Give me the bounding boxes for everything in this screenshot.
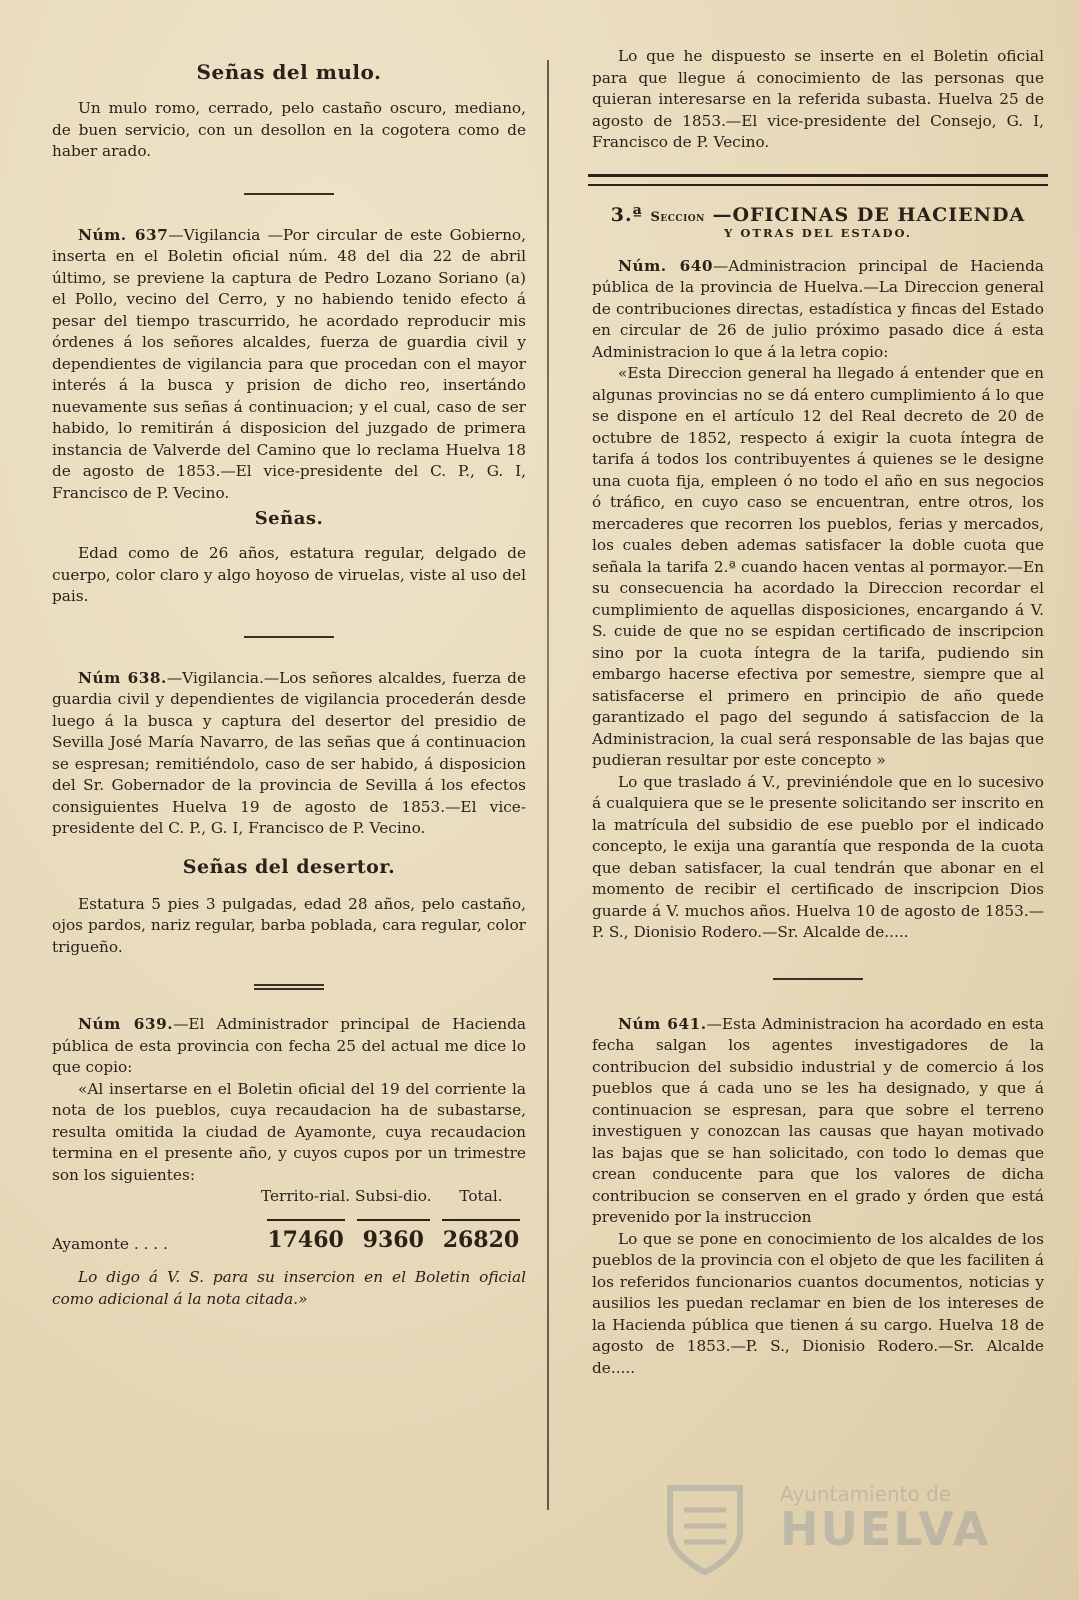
senas-description: Edad como de 26 años, estatura regular, delgado de cuerpo, color claro y algo hoyoso de viruelas, viste al uso del pais. [52,544,526,605]
notice-640-paragraph-2: Lo que traslado á V., previniéndole que en lo sucesivo á cualquiera que se le presente solicitando ser inscrito en la matrícula del subsidio de ese pueblo por el indicado concepto, le exija una garantía que responda de la cuota que deban satisfacer, la cual tendrán que abonar en el momento de recibir el certificado de inscripcion Dios guarde á V. muchos años. Huelva 10 de agosto de 1853.—P. S., Dionisio Rodero.—Sr. Alcalde de..... [592,772,1044,941]
subasta-closing: Lo que he dispuesto se inserte en el Boletin oficial para que llegue á conocimiento de las personas que quieran interesarse en la referida subasta. Huelva 25 de agosto de 1853.—El vice-presidente del Consejo, G. I, Francisco de P. Vecino. [592,47,1044,151]
shield-icon [660,1480,750,1576]
notice-body: —El Administrador principal de Hacienda pública de esta provincia con fecha 25 del actual me dice lo que copio: [52,1015,526,1076]
watermark-line-1: Ayuntamiento de [780,1482,952,1506]
notice-number: Núm. 637 [78,225,169,244]
mule-description: Un mulo romo, cerrado, pelo castaño oscuro, mediano, de buen servicio, con un desollon en la cogotera como de haber arado. [52,99,526,160]
notice-640-quote: «Esta Direccion general ha llegado á entender que en algunas provincias no se dá entero cumplimiento á lo que se dispone en el artículo 12 del Real decreto de 20 de octubre de 1852, respecto á exigir la cuota íntegra de tarifa á todos los contribuyentes á quienes se le designe una cuota fija, empleen ó no todo el año en sus negocios ó tráfico, en cuyo caso se encuentran, entre otros, los mercaderes que recorren los pueblos, ferias y mercados, los cuales deben ademas satisfacer la doble cuota que señala la tarifa 2.ª cuando hacen ventas al pormayor.—En su consecuencia ha acordado la Direccion recordar el cumplimiento de aquellas disposiciones, encargando á V. S. cuide de que no se espidan certificado de inscripcion sino por la cuota íntegra de la tarifa, pudiendo sin embargo hacerse efectiva por semestre, siempre que al satisfacerse el primero en principio de año quede garantizado el pago del segundo á satisfaccion de la Administracion, la cual será responsable de las bajas que pudieran resultar por este concepto » [592,364,1044,769]
column-divider [547,60,549,1510]
quota-table [52,1186,526,1253]
left-column [52,0,526,1310]
table-row [52,1221,526,1253]
notice-number: Núm 638. [78,668,167,687]
notice-641-paragraph-2: Lo que se pone en conocimiento de los alcaldes de los pueblos de la provincia con el objeto de que les faciliten á los referidos funcionarios cuantos documentos, noticias y ausilios les puedan reclamar en bien de los intereses de la Hacienda pública que tienen á su cargo. Huelva 18 de agosto de 1853.—P. S., Dionisio Rodero.—Sr. Alcalde de..... [592,1229,1044,1377]
notice-639-quote: «Al insertarse en el Boletin oficial del 19 del corriente la nota de los pueblos, cuya recaudacion ha de subastarse, resulta omitida la ciudad de Ayamonte, cuya recaudacion termina en el presente año, y cuyos cupos por un trimestre son los siguientes: [52,1079,526,1184]
section-rule [588,174,1048,186]
total-cell: 26820 [442,1227,520,1253]
notice-body: —Administracion principal de Hacienda pública de la provincia de Huelva.—La Direccion general de contribuciones directas, estadística y fincas del Estado en circular de 26 de julio próximo pasado dice á esta Administracion lo que á la letra copio: [592,256,1044,361]
subsidio-cell: 9360 [362,1227,424,1253]
notice-body: —Vigilancia —Por circular de este Gobierno, inserta en el Boletin oficial núm. 48 del dia 22 de abril último, se previene la captura de Pedro Lozano Soriano (a) el Pollo, vecino del Cerro, y no habiendo tenido efecto á pesar del tiempo trascurrido, he acordado reproducir mis órdenes á los señores alcaldes, fuerza de guardia civil y dependientes de vigilancia para que procedan con el mayor interés á la busca y prision de dicho reo, insertándo nuevamente sus señas á continuacion; y el cual, caso de ser habido, lo remitirán á disposicion del juzgado de primera instancia de Valverde del Camino que lo reclama Huelva 18 de agosto de 1853.—El vice-presidente del C. P., G. I, Francisco de P. Vecino. [52,225,526,502]
section-3-title [592,204,1044,226]
notice-641 [592,1014,1044,1229]
notice-number: Núm 639. [78,1015,174,1033]
notice-639-closing: Lo digo á V. S. para su insercion en el Boletin oficial como adicional á la nota citada.» [52,1268,526,1308]
column-header-total: Total. [459,1187,503,1205]
archive-watermark [660,1480,1020,1580]
notice-body: —Esta Administracion ha acordado en esta fecha salgan los agentes investigadores de la contribucion del subsidio industrial y de comercio á los pueblos que á cada uno se les ha designado, y que á continuacion se espresan, para que sobre el terreno investiguen y conozcan las causas que hayan motivado las bajas que se han solicitado, con todo lo demas que crean conducente para que los valores de dicha contribucion se conserven en el grado y órden que está prevenido por la instruccion [592,1014,1044,1226]
notice-640 [592,256,1044,364]
senas-heading: Señas. [254,508,324,529]
notice-number: Núm 641. [618,1014,707,1033]
notice-638 [52,668,526,840]
section-name: —OFICINAS DE HACIENDA [712,203,1026,226]
section-number: 3.ª [610,203,643,226]
section-subtitle: Y OTRAS DEL ESTADO. [724,225,912,240]
place-cell: Ayamonte . . . . [52,1235,168,1253]
desertor-heading: Señas del desertor. [182,855,396,878]
notice-body: —Vigilancia.—Los señores alcaldes, fuerza de guardia civil y dependientes de vigilancia procederán desde luego á la busca y captura del desertor del presidio de Sevilla José María Navarro, de las señas que á continuacion se espresan; remitiéndolo, caso de ser habido, á disposicion del Sr. Gobernador de la provincia de Sevilla á los efectos consiguientes Huelva 19 de agosto de 1853.—El vice-presidente del C. P., G. I, Francisco de P. Vecino. [52,668,527,837]
right-column [592,0,1044,1379]
notice-number: Núm. 640 [618,256,714,275]
desertor-description: Estatura 5 pies 3 pulgadas, edad 28 años, pelo castaño, ojos pardos, nariz regular, barba poblada, cara regular, color trigueño. [52,894,526,956]
section-word: Seccion [650,209,705,225]
mule-heading: Señas del mulo. [196,60,382,84]
column-header-territorial: Territo-rial. [260,1187,351,1205]
watermark-line-2: HUELVA [780,1502,991,1556]
notice-637 [52,225,526,505]
column-header-subsidio: Subsi-dio. [355,1187,432,1205]
notice-639 [52,1014,526,1079]
territorial-cell: 17460 [267,1227,344,1253]
